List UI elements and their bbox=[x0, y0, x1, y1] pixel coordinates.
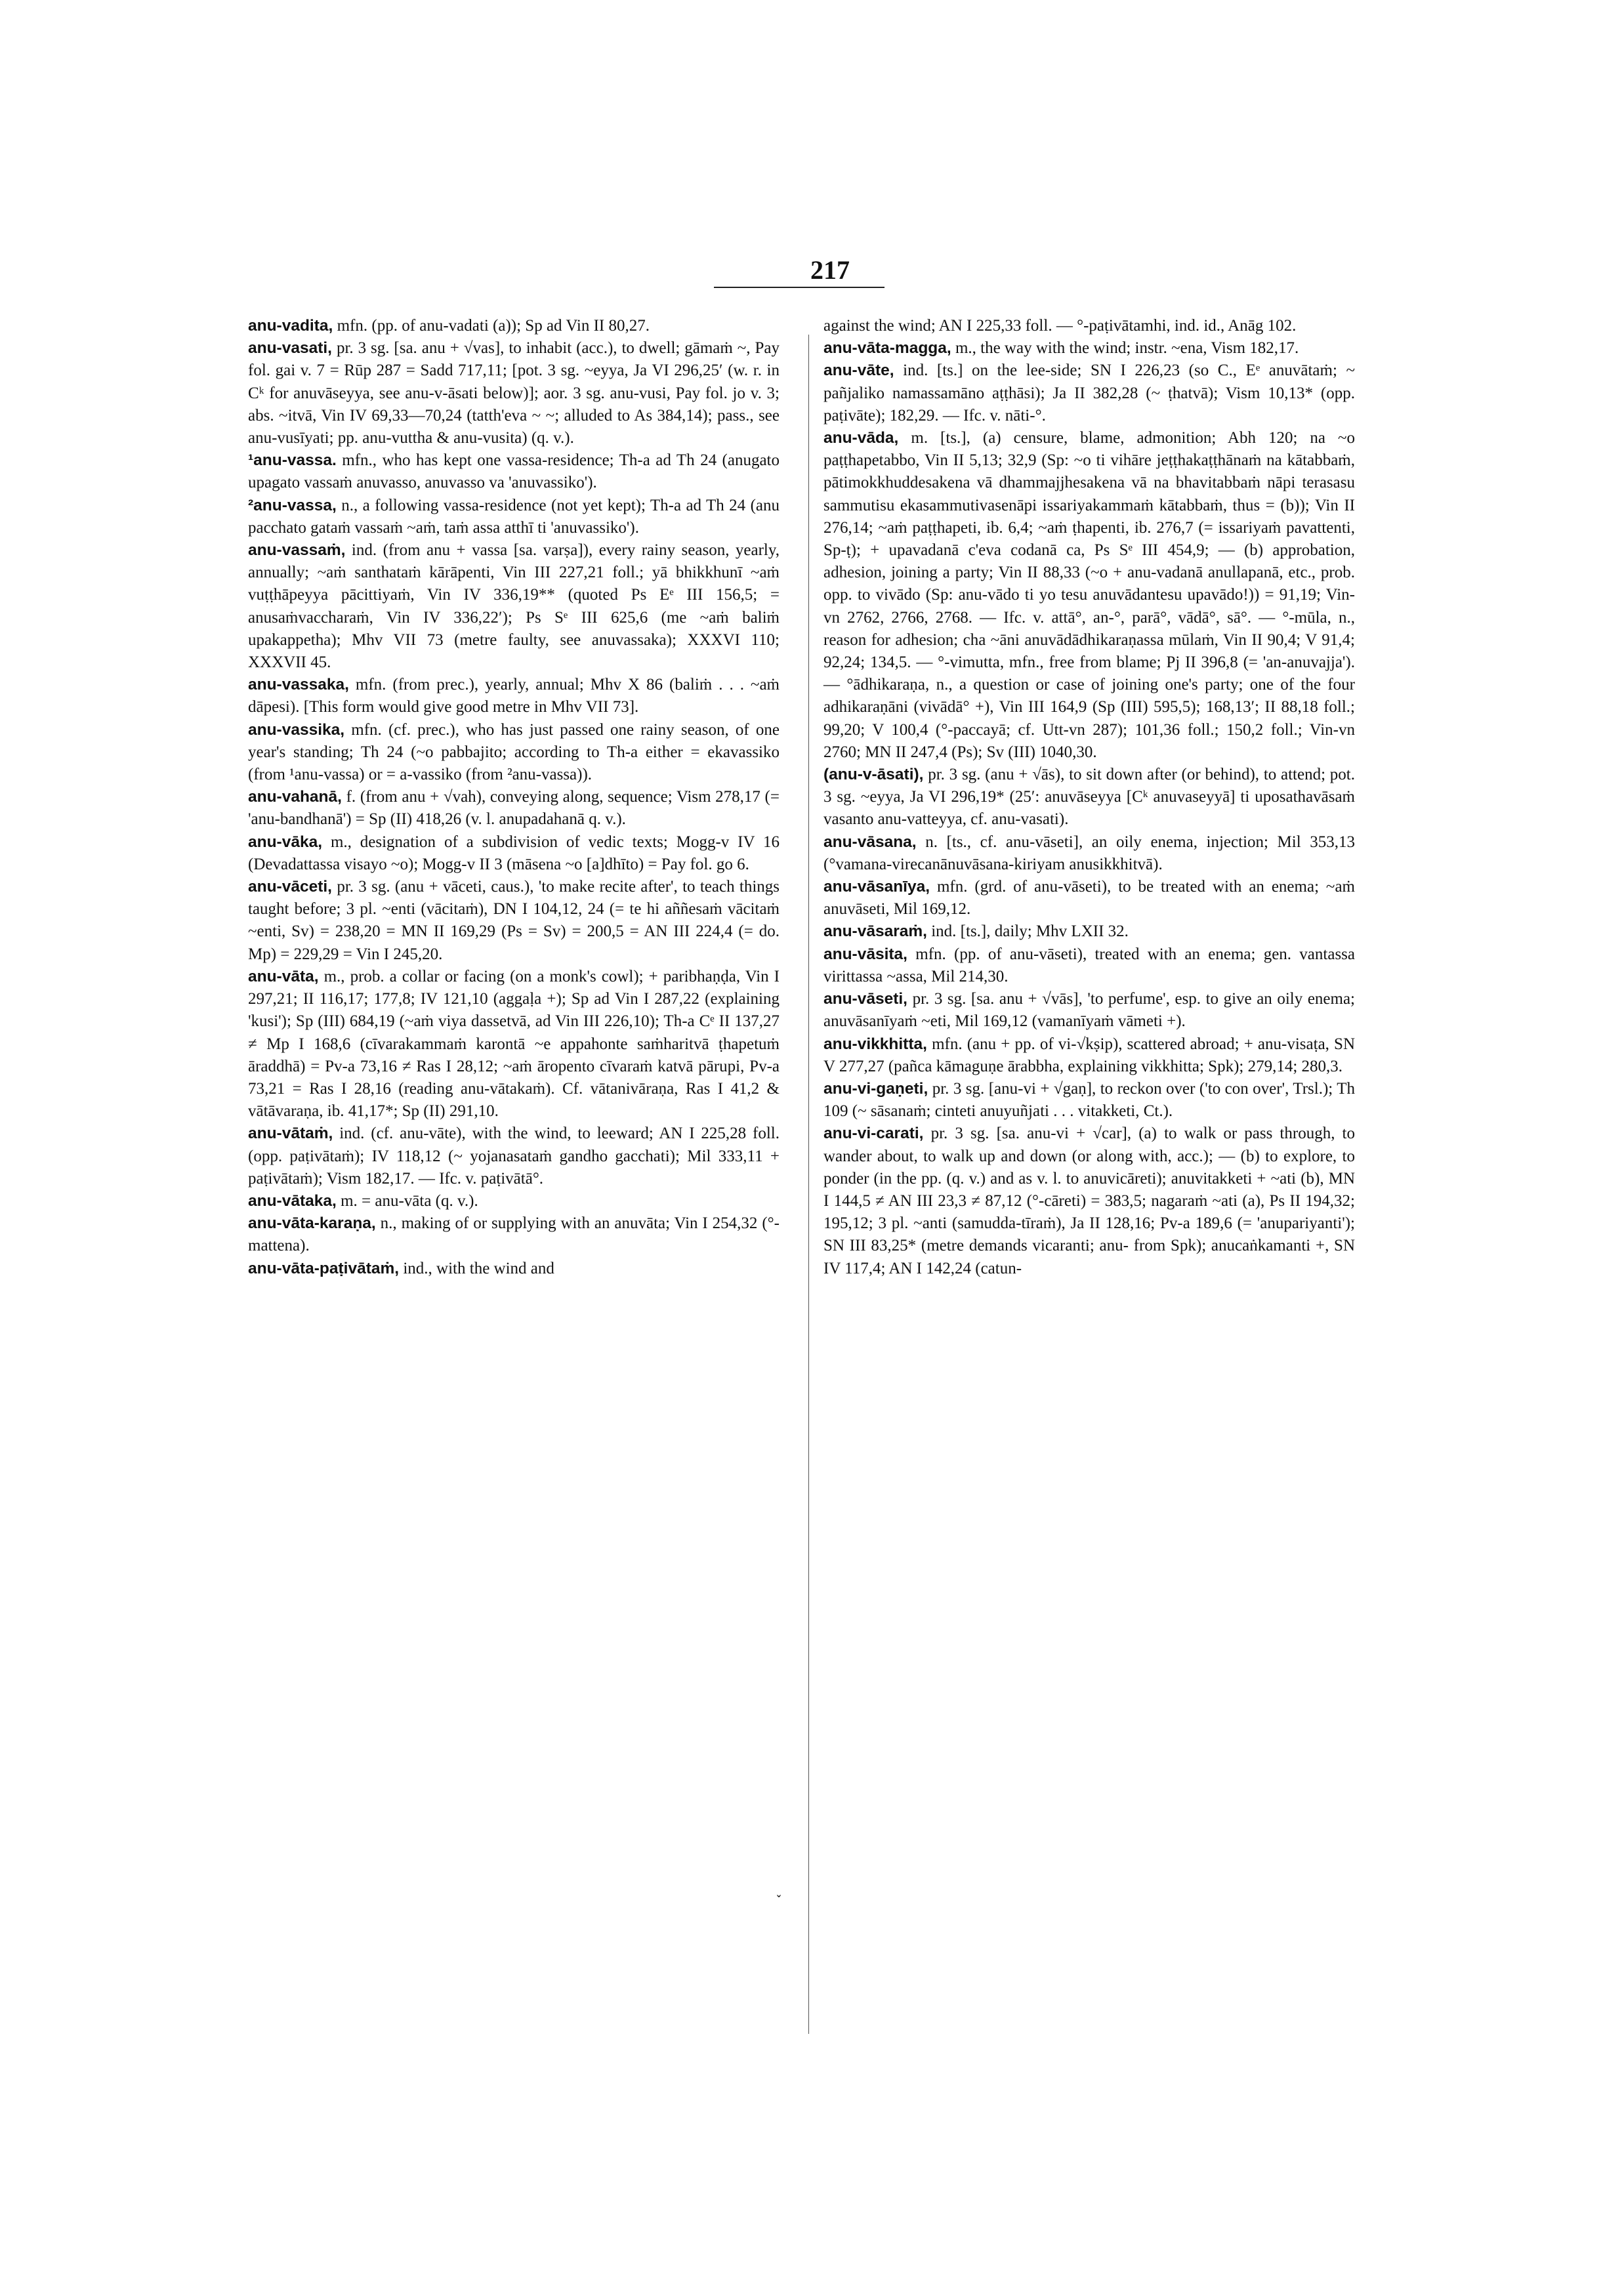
dictionary-entry bbox=[248, 786, 780, 831]
entry-body: mfn. (grd. of anu-vāseti), to be treated with an enema; ~aṁ anuvāseti, Mil 169,12. bbox=[823, 878, 1355, 919]
entry-headword: anu-vadita, bbox=[248, 317, 333, 335]
dictionary-entry bbox=[823, 831, 1355, 876]
entry-headword: anu-vassaṁ, bbox=[248, 541, 346, 560]
entry-headword: anu-vāsaraṁ, bbox=[823, 922, 927, 941]
dictionary-entry bbox=[823, 764, 1355, 831]
stray-mark: ˯ bbox=[776, 1876, 782, 1898]
entry-body: mfn. (anu + pp. of vi-√kṣip), scattered abroad; + anu-visaṭa, SN V 277,27 (pañca kāmaguṇe ārabbha, explaining vikkhitta; Spk); 279,14; 280,3. bbox=[823, 1035, 1355, 1075]
entry-body: pr. 3 sg. [sa. anu-vi + √car], (a) to walk or pass through, to wander about, to walk up and down (or along with, acc.); — (b) to explore, to ponder (in the pp. (q. v.) and as v. l. to anuvicāreti); anuvitakketi + ~ati (b), MN I 144,5 ≠ AN III 23,3 ≠ 87,12 (°-cāreti) = 383,5; nagaraṁ ~ati (a), Ps II 194,32; 195,12; 3 pl. ~anti (samudda-tīraṁ), Ja II 128,16; Pv-a 189,6 (= 'anupariyanti'); SN III 83,25* (metre demands vicaranti; anu- from Spk); anucaṅkamanti +, SN IV 117,4; AN I 142,24 (catun- bbox=[823, 1125, 1355, 1277]
page-number: 217 bbox=[810, 255, 850, 285]
dictionary-entry bbox=[823, 1123, 1355, 1279]
column-divider bbox=[808, 335, 809, 2034]
entry-body: pr. 3 sg. [anu-vi + √gaṇ], to reckon over ('to con over', Trsl.); Th 109 (~ sāsanaṁ; cinteti anuyuñjati . . . vitakketi, Ct.). bbox=[823, 1079, 1356, 1121]
entry-headword: anu-vassaka, bbox=[248, 676, 349, 694]
entry-body: n. [ts., cf. anu-vāseti], an oily enema, injection; Mil 353,13 (°vamana-virecanānuvāsana-kiriyam anusikkhitvā). bbox=[823, 833, 1356, 873]
dictionary-entry bbox=[823, 427, 1355, 764]
right-column bbox=[823, 315, 1355, 1280]
entry-body: ind. (cf. anu-vāte), with the wind, to leeward; AN I 225,28 foll. (opp. paṭivātaṁ); IV 118,12 (~ yojanasataṁ gandho gacchati); Mil 333,11 + paṭivātaṁ); Vism 182,17. — Ifc. v. paṭivātā°. bbox=[248, 1125, 780, 1188]
page-number-rule bbox=[714, 287, 885, 288]
entry-headword: (anu-v-āsati), bbox=[823, 766, 924, 784]
dictionary-entry bbox=[823, 988, 1355, 1033]
entry-body: m., designation of a subdivision of vedic texts; Mogg-v IV 16 (Devadattassa visayo ~o); Mogg-v II 3 (māsena ~o [a]dhīto) = Pay fol. go 6. bbox=[248, 833, 780, 873]
entry-body: pr. 3 sg. [sa. anu + √vas], to inhabit (acc.), to dwell; gāmaṁ ~, Pay fol. gai v. 7 = Rūp 287 = Sadd 717,11; [pot. 3 sg. ~eyya, Ja VI 296,25′ (w. r. in Cᵏ for anuvāseyya, see anu-v-āsati below)]; aor. 3 sg. anu-vusi, Pay fol. jo v. 3; abs. ~itvā, Vin IV 69,33—70,24 (tatth'eva ~ ~; alluded to As 384,14); pass., see anu-vusīyati; pp. anu-vuttha & anu-vusita) (q. v.). bbox=[248, 339, 780, 447]
entry-body: ind. [ts.] on the lee-side; SN I 226,23 (so C., Eᵉ anuvātaṁ; ~ pañjaliko namassamāno aṭṭhāsi); Ja II 382,28 (~ ṭhatvā); Vism 10,13* (opp. paṭivāte); 182,29. — Ifc. v. nāti-°. bbox=[823, 362, 1356, 424]
entry-body: mfn. (cf. prec.), who has just passed one rainy season, of one year's standing; Th 24 (~o pabbajito; according to Th-a either = ekavassiko (from ¹anu-vassa) or = a-vassiko (from ²anu-vassa)). bbox=[248, 720, 780, 784]
dictionary-entry bbox=[823, 943, 1355, 988]
dictionary-entry bbox=[248, 1258, 780, 1280]
entry-headword: anu-vāsana, bbox=[823, 833, 917, 851]
entry-body: against the wind; AN I 225,33 foll. — °-paṭivātamhi, ind. id., Anāg 102. bbox=[823, 317, 1297, 335]
entry-headword: anu-vātaka, bbox=[248, 1191, 337, 1210]
entry-headword: anu-vāda, bbox=[823, 429, 899, 447]
dictionary-entry bbox=[823, 1078, 1355, 1123]
entry-body: f. (from anu + √vah), conveying along, sequence; Vism 278,17 (= 'anu-bandhanā') = Sp (II) 418,26 (v. l. anupadahanā q. v.). bbox=[248, 788, 780, 829]
entry-body: m., prob. a collar or facing (on a monk's cowl); + paribhaṇḍa, Vin I 297,21; II 116,17; 177,8; IV 121,10 (aggaḷa +); Sp ad Vin I 287,22 (explaining 'kusi'); Sp (III) 684,19 (~aṁ viya dassetvā, ad Vin III 226,10); Th-a Cᵉ II 137,27 ≠ Mp I 168,6 (cīvarakammaṁ karontā ~e appahonte saṁharitvā ṭhapetuṁ āraddhā) = Pv-a 73,16 ≠ Ras I 28,12; ~aṁ āropento cīvaraṁ katvā pārupi, Pv-a 73,21 = Ras I 28,16 (reading anu-vātakaṁ). Cf. vātanivāraṇa, Ras I 41,2 & vātāvaraṇa, ib. 41,17*; Sp (II) 291,10. bbox=[248, 967, 780, 1121]
entry-headword: anu-vāka, bbox=[248, 833, 323, 851]
entry-body: mfn. (from prec.), yearly, annual; Mhv X 86 (baliṁ . . . ~aṁ dāpesi). [This form would give good metre in Mhv VII 73]. bbox=[248, 676, 780, 716]
entry-headword: anu-vi-gaṇeti, bbox=[823, 1079, 928, 1098]
dictionary-entry bbox=[248, 449, 780, 494]
entry-headword: ²anu-vassa, bbox=[248, 496, 337, 514]
entry-headword: anu-vasati, bbox=[248, 339, 332, 358]
entry-headword: anu-vāta-karaṇa, bbox=[248, 1214, 376, 1233]
left-column bbox=[248, 315, 780, 1280]
entry-body: n., a following vassa-residence (not yet kept); Th-a ad Th 24 (anu pacchato gataṁ vassaṁ ~aṁ, taṁ assa atthī ti 'anuvassiko'). bbox=[248, 496, 780, 537]
entry-body: pr. 3 sg. [sa. anu + √vās], 'to perfume', esp. to give an oily enema; anuvāsanīyaṁ ~eti, Mil 169,12 (vamanīyaṁ vāmeti +). bbox=[823, 990, 1355, 1031]
dictionary-entry bbox=[248, 495, 780, 539]
dictionary-entry bbox=[823, 876, 1355, 920]
entry-headword: anu-vāseti, bbox=[823, 990, 907, 1008]
dictionary-entry bbox=[248, 876, 780, 966]
entry-headword: anu-vāte, bbox=[823, 362, 894, 380]
entry-body: mfn. (pp. of anu-vāseti), treated with an enema; gen. vantassa virittassa ~assa, Mil 214,30. bbox=[823, 945, 1355, 985]
entry-headword: anu-vikkhitta, bbox=[823, 1035, 927, 1053]
entry-body: m., the way with the wind; instr. ~ena, Vism 182,17. bbox=[955, 339, 1299, 358]
dictionary-entry bbox=[823, 315, 1355, 337]
entry-headword: anu-vāta, bbox=[248, 967, 319, 985]
entry-headword: anu-vāta-magga, bbox=[823, 339, 951, 358]
entry-body: mfn. (pp. of anu-vadati (a)); Sp ad Vin II 80,27. bbox=[337, 317, 650, 335]
dictionary-entry bbox=[248, 539, 780, 674]
dictionary-entry bbox=[248, 1123, 780, 1190]
dictionary-entry bbox=[248, 966, 780, 1123]
entry-headword: anu-vāceti, bbox=[248, 878, 332, 896]
entry-headword: anu-vahanā, bbox=[248, 788, 342, 806]
dictionary-entry bbox=[248, 831, 780, 876]
entry-headword: anu-vāsanīya, bbox=[823, 878, 930, 896]
entry-body: ind., with the wind and bbox=[403, 1259, 554, 1277]
entry-body: m. [ts.], (a) censure, blame, admonition; Abh 120; na ~o paṭṭhapetabbo, Vin II 5,13; 32,9 (Sp: ~o ti vihāre jeṭṭhakaṭṭhānaṁ na kātabbaṁ, pātimokkhuddesakena vā dhammajjhesakena vā na bhavitabbaṁ nāpi terasasu sammutisu ekasammutivasenāpi issariyakammaṁ kātabbaṁ, thus = (b)); Vin II 276,14; ~aṁ paṭṭhapeti, ib. 6,4; ~aṁ ṭhapenti, ib. 276,7 (= issariyaṁ pavattenti, Sp-ṭ); + upavadanā c'eva codanā ca, Ps Sᵉ III 454,9; — (b) approbation, adhesion, joining a party; Vin II 88,33 (~o + anu-vadanā anullapanā, etc., prob. opp. to vivādo (Sp: anu-vādo ti yo tesu anuvādantesu upavādo!)) = 91,19; Vin-vn 2762, 2766, 2768. — Ifc. v. attā°, an-°, parā°, vādā°, sā°. — °-mūla, n., reason for adhesion; cha ~āni anuvādādhikaraṇassa mūlaṁ, Vin II 90,4; V 91,4; 92,24; 134,5. — °-vimutta, mfn., free from blame; Pj II 396,8 (= 'an-anuvajja'). — °ādhikaraṇa, n., a question or case of joining one's party; one of the four adhikaraṇāni (vivādā° +), Vin III 164,9 (Sp (III) 595,5); 168,13′; II 88,18 foll.; 99,20; V 100,4 (°-paccayā; cf. Utt-vn 287); 101,36 foll.; 150,2 foll.; Vin-vn 2760; MN II 247,4 (Ps); Sv (III) 1040,30. bbox=[823, 429, 1356, 761]
entry-headword: anu-vi-carati, bbox=[823, 1125, 924, 1143]
entry-body: n., making of or supplying with an anuvāta; Vin I 254,32 (°-mattena). bbox=[248, 1214, 780, 1255]
dictionary-entry bbox=[823, 360, 1355, 427]
dictionary-entry bbox=[248, 719, 780, 787]
entry-body: mfn., who has kept one vassa-residence; Th-a ad Th 24 (anugato upagato vassaṁ anuvasso, anuvasso va 'anuvassiko'). bbox=[248, 451, 780, 492]
entry-headword: anu-vassika, bbox=[248, 720, 345, 739]
dictionary-entry bbox=[823, 337, 1355, 360]
entry-headword: anu-vāsita, bbox=[823, 945, 907, 963]
dictionary-entry bbox=[248, 337, 780, 449]
dictionary-entry bbox=[248, 1190, 780, 1212]
entry-body: ind. (from anu + vassa [sa. varṣa]), every rainy season, yearly, annually; ~aṁ santhataṁ kārāpenti, Vin III 227,21 foll.; yā bhikkhunī ~aṁ vuṭṭhāpeyya pācittiyaṁ, Vin IV 336,19** (quoted Ps Eᵉ III 156,5; = anusaṁvaccharaṁ, Vin IV 336,22′); Ps Sᵉ III 625,6 (me ~aṁ baliṁ upakappetha); Mhv VII 73 (metre faulty, see anuvassaka); XXXVI 110; XXXVII 45. bbox=[248, 541, 780, 672]
entry-body: ind. [ts.], daily; Mhv LXII 32. bbox=[931, 922, 1129, 941]
entry-body: m. = anu-vāta (q. v.). bbox=[341, 1191, 478, 1210]
dictionary-entry bbox=[248, 315, 780, 337]
dictionary-entry bbox=[823, 1033, 1355, 1078]
entry-headword: ¹anu-vassa. bbox=[248, 451, 337, 470]
entry-body: pr. 3 sg. (anu + vāceti, caus.), 'to make recite after', to teach things taught before; 3 pl. ~enti (vācitaṁ), DN I 104,12, 24 (= te hi aññesaṁ vācitaṁ ~enti, Sv) = 238,20 = MN II 169,29 (Ps = Sv) = 200,5 = AN III 224,4 (= do. Mp) = 229,29 = Vin I 245,20. bbox=[248, 878, 780, 963]
entry-headword: anu-vāta-paṭivātaṁ, bbox=[248, 1259, 400, 1277]
dictionary-entry bbox=[248, 674, 780, 718]
dictionary-entry bbox=[823, 920, 1355, 943]
entry-headword: anu-vātaṁ, bbox=[248, 1125, 333, 1143]
dictionary-entry bbox=[248, 1212, 780, 1257]
entry-body: pr. 3 sg. (anu + √ās), to sit down after (or behind), to attend; pot. 3 sg. ~eyya, Ja VI 296,19* (25′: anuvāseyya [Cᵏ anuvaseyyā] ti uposathavāsaṁ vasanto anu-vatteyya, cf. anu-vasati). bbox=[823, 766, 1356, 829]
